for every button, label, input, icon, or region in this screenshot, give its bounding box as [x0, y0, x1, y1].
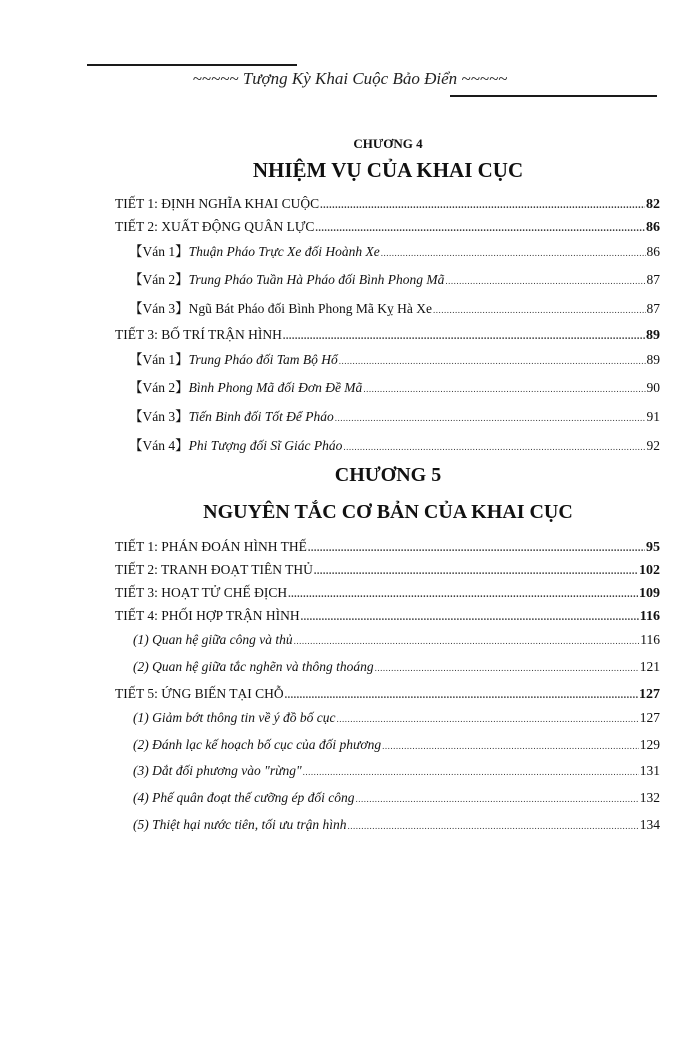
toc-entry[interactable]	[115, 217, 660, 237]
toc-entry-text: TIẾT 3: HOẠT TỬ CHẾ ĐỊCH	[115, 585, 288, 600]
dot-leader	[294, 631, 640, 651]
chapter-5-label: CHƯƠNG 5	[334, 464, 442, 486]
toc-entry[interactable]	[133, 708, 660, 728]
toc-entry-text: TIẾT 2: TRANH ĐOẠT TIÊN THỦ	[115, 562, 313, 577]
page-number: 132	[639, 790, 660, 805]
page-number: 90	[646, 380, 660, 395]
page-number: 131	[639, 763, 660, 778]
page-number: 86	[646, 220, 660, 235]
page-number: 87	[646, 301, 660, 316]
toc-entry[interactable]	[115, 537, 660, 557]
dot-leader	[283, 327, 645, 347]
dot-leader	[320, 196, 645, 216]
page-number: 121	[639, 659, 660, 674]
header-rule-top	[87, 64, 297, 66]
dot-leader	[382, 736, 639, 756]
toc-entry-text: (5) Thiệt hại nước tiên, tối ưu trận hình	[133, 817, 347, 832]
header-rule-bottom	[450, 95, 657, 97]
dot-leader	[315, 219, 645, 239]
page-number: 127	[639, 710, 660, 725]
game-prefix: 【Ván 4】	[129, 438, 189, 453]
toc-entry-text: Phi Tượng đối Sĩ Giác Pháo	[188, 438, 343, 453]
dot-leader	[363, 379, 645, 399]
toc-entry[interactable]	[133, 735, 660, 755]
toc-entry-text: Tiến Binh đối Tốt Để Pháo	[188, 409, 334, 424]
game-prefix: 【Ván 1】	[129, 352, 189, 367]
toc-entry-text: TIẾT 1: PHÁN ĐOÁN HÌNH THẾ	[115, 539, 307, 554]
chapter-4-label: CHƯƠNG 4	[353, 136, 423, 151]
toc-entry[interactable]	[129, 270, 660, 290]
toc-entry[interactable]	[129, 436, 660, 456]
dot-leader	[339, 351, 646, 371]
toc-entry[interactable]	[115, 606, 660, 626]
toc-entry-text: TIẾT 3: BỐ TRÍ TRẬN HÌNH	[115, 327, 282, 342]
dot-leader	[314, 562, 638, 582]
toc-entry[interactable]	[133, 761, 660, 781]
page-number: 116	[640, 632, 660, 647]
toc-entry-text: TIẾT 5: ỨNG BIẾN TẠI CHỖ	[115, 686, 284, 701]
toc-entry[interactable]	[115, 583, 660, 603]
game-prefix: 【Ván 3】	[129, 409, 189, 424]
dot-leader	[301, 608, 639, 628]
dot-leader	[348, 816, 639, 836]
toc-entry-text: Ngũ Bát Pháo đối Bình Phong Mã Kỵ Hà Xe	[188, 301, 432, 316]
dot-leader	[445, 271, 645, 291]
toc-entry[interactable]	[129, 242, 660, 262]
toc-entry[interactable]	[115, 194, 660, 214]
dot-leader	[288, 585, 638, 605]
toc-entry-text: (2) Đánh lạc kế hoạch bố cục của đối phương	[133, 737, 382, 752]
running-header-title: ~~~~~ Tượng Kỳ Khai Cuộc Bảo Điển ~~~~~	[192, 69, 508, 88]
toc-entry[interactable]	[133, 788, 660, 808]
toc-entry[interactable]	[129, 299, 660, 319]
page-number: 102	[639, 563, 660, 578]
page-number: 95	[646, 540, 660, 555]
toc-entry-text: (1) Giảm bớt thông tin về ý đồ bố cục	[133, 710, 336, 725]
toc-entry-text: TIẾT 1: ĐỊNH NGHĨA KHAI CUỘC	[115, 196, 320, 211]
page-number: 89	[646, 328, 660, 343]
dot-leader	[433, 300, 646, 320]
page-number: 129	[639, 737, 660, 752]
toc-entry[interactable]	[133, 657, 660, 677]
chapter-5-title: NGUYÊN TẮC CƠ BẢN CỦA KHAI CỤC	[203, 501, 573, 523]
toc-entry[interactable]	[133, 630, 660, 650]
toc-entry[interactable]	[115, 684, 660, 704]
page-number: 89	[646, 352, 660, 367]
page-number: 87	[646, 272, 660, 287]
dot-leader	[356, 789, 639, 809]
toc-entry-text: (4) Phế quân đoạt thế cưỡng ép đối công	[133, 790, 355, 805]
toc-entry-text: (2) Quan hệ giữa tắc nghẽn và thông thoáng	[133, 659, 374, 674]
dot-leader	[375, 658, 639, 678]
dot-leader	[335, 408, 646, 428]
page-number: 116	[639, 609, 660, 624]
dot-leader	[337, 709, 639, 729]
page-number: 127	[639, 687, 660, 702]
dot-leader	[343, 437, 645, 457]
toc-entry-text: Trung Pháo Tuần Hà Pháo đối Bình Phong Mã	[188, 272, 445, 287]
dot-leader	[303, 762, 639, 782]
toc-entry-text: (3) Dắt đối phương vào "rừng"	[133, 763, 302, 778]
page-number: 92	[646, 438, 660, 453]
toc-entry-text: (1) Quan hệ giữa công và thủ	[133, 632, 293, 647]
page-number: 109	[639, 586, 660, 601]
toc-entry[interactable]	[129, 378, 660, 398]
toc-entry[interactable]	[133, 815, 660, 835]
game-prefix: 【Ván 2】	[129, 272, 189, 287]
toc-entry-text: Thuận Pháo Trực Xe đối Hoành Xe	[188, 244, 380, 259]
toc-entry[interactable]	[115, 325, 660, 345]
page-number: 82	[646, 197, 660, 212]
chapter-4-title: NHIỆM VỤ CỦA KHAI CỤC	[252, 158, 524, 182]
game-prefix: 【Ván 1】	[129, 244, 189, 259]
game-prefix: 【Ván 2】	[129, 380, 189, 395]
dot-leader	[285, 686, 638, 706]
page-number: 134	[639, 817, 660, 832]
dot-leader	[308, 539, 645, 559]
page-number: 91	[646, 409, 660, 424]
game-prefix: 【Ván 3】	[129, 301, 189, 316]
toc-entry-text: TIẾT 2: XUẤT ĐỘNG QUÂN LỰC	[115, 219, 315, 234]
toc-entry-text: TIẾT 4: PHỐI HỢP TRẬN HÌNH	[115, 608, 300, 623]
toc-entry[interactable]	[129, 407, 660, 427]
toc-entry[interactable]	[115, 560, 660, 580]
toc-entry-text: Bình Phong Mã đối Đơn Đề Mã	[188, 380, 363, 395]
toc-entry-text: Trung Pháo đối Tam Bộ Hổ	[188, 352, 338, 367]
page-number: 86	[646, 244, 660, 259]
dot-leader	[381, 243, 646, 263]
toc-entry[interactable]	[129, 350, 660, 370]
